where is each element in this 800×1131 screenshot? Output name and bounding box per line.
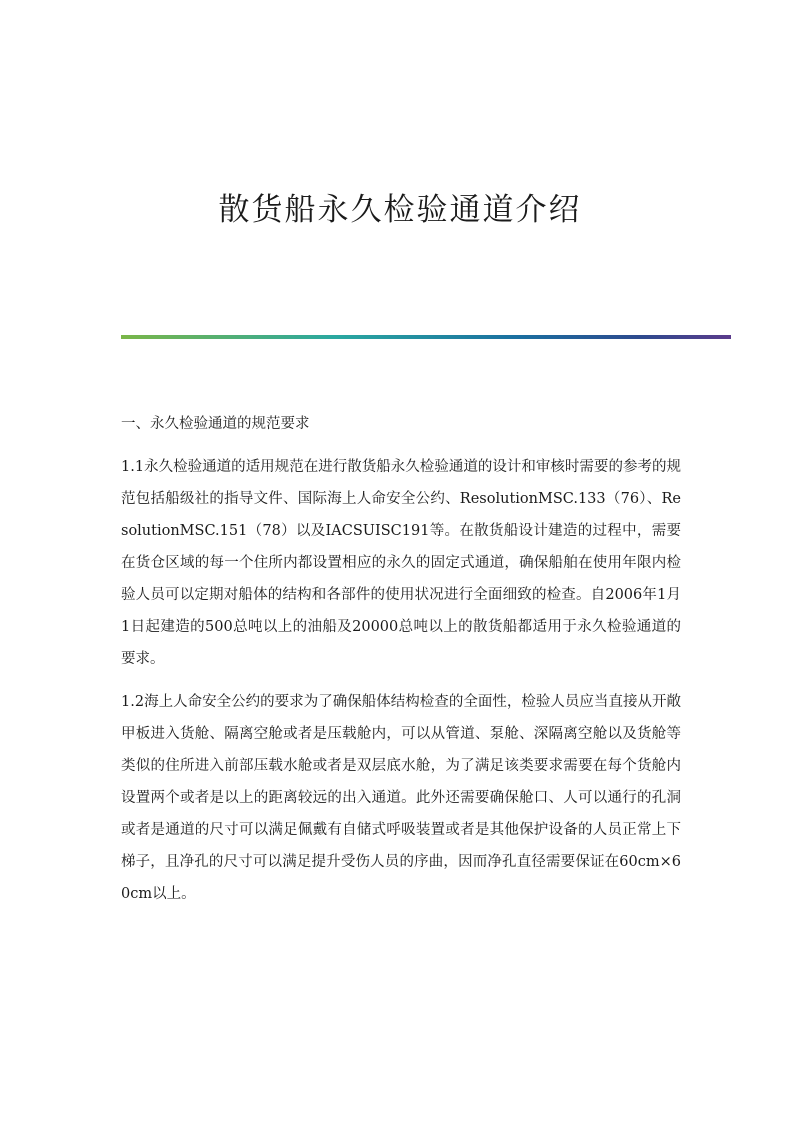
title-divider [121, 335, 731, 339]
paragraph-1-2: 1.2海上人命安全公约的要求为了确保船体结构检查的全面性，检验人员应当直接从开敞甲板进入货舱、隔离空舱或者是压载舱内，可以从管道、泵舱、深隔离空舱以及货舱等类似的住所进入前部压载水舱或者是双层底水舱，为了满足该类要求需要在每个货舱内设置两个或者是以上的距离较远的出入通道。此外还需要确保舱口、人可以通行的孔洞或者是通道的尺寸可以满足佩戴有自储式呼吸装置或者是其他保护设备的人员正常上下梯子，且净孔的尺寸可以满足提升受伤人员的序曲，因而净孔直径需要保证在60cm×60cm以上。 [121, 694, 681, 902]
section-heading: 一、永久检验通道的规范要求 [121, 416, 310, 432]
document-body [121, 408, 681, 921]
paragraph-1-1: 1.1永久检验通道的适用规范在进行散货船永久检验通道的设计和审核时需要的参考的规范包括船级社的指导文件、国际海上人命安全公约、ResolutionMSC.133（76）、ResolutionMSC.151（78）以及IACSUISC191等。在散货船设计建造的过程中，需要在货仓区域的每一个住所内都设置相应的永久的固定式通道，确保船舶在使用年限内检验人员可以定期对船体的结构和各部件的使用状况进行全面细致的检查。自2006年1月1日起建造的500总吨以上的油船及20000总吨以上的散货船都适用于永久检验通道的要求。 [121, 459, 681, 667]
document-title: 散货船永久检验通道介绍 [218, 192, 582, 228]
